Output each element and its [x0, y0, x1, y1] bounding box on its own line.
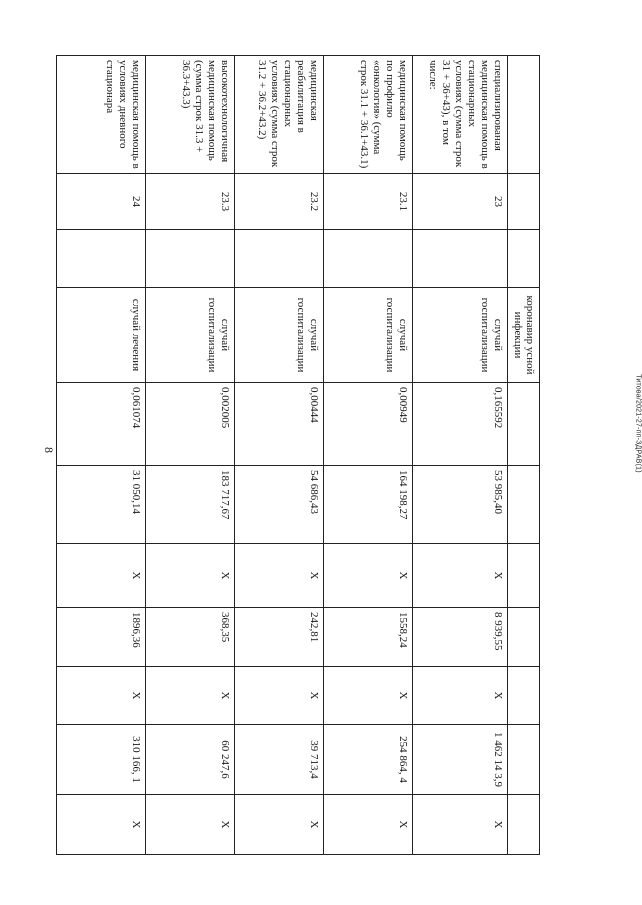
row-code: 23.3 [146, 174, 235, 230]
page-number: 8 [42, 447, 56, 453]
row-x-mark: Х [57, 544, 146, 608]
row-x-mark: Х [235, 544, 324, 608]
table-row [146, 56, 235, 855]
header-cell [508, 667, 540, 725]
row-total: 60 247,6 [146, 725, 235, 795]
row-per-capita: 242,81 [235, 608, 324, 667]
row-x-mark: Х [324, 544, 413, 608]
header-cell [508, 174, 540, 230]
row-x-mark: Х [413, 795, 508, 855]
row-name: высокотехнологичная медицинская помощь (сумма строк 31.3 + 36.3+43.3) [146, 56, 235, 174]
row-volume: 0,00444 [235, 383, 324, 466]
row-per-capita: 368,35 [146, 608, 235, 667]
header-cell [508, 725, 540, 795]
row-spacer [324, 230, 413, 288]
header-cell [508, 608, 540, 667]
header-cell [508, 56, 540, 174]
row-code: 24 [57, 174, 146, 230]
row-total: 1 462 14 3,9 [413, 725, 508, 795]
header-cell [508, 544, 540, 608]
row-spacer [146, 230, 235, 288]
row-x-mark: Х [146, 667, 235, 725]
row-volume: 0,00949 [324, 383, 413, 466]
row-x-mark: Х [413, 544, 508, 608]
row-volume: 0,002005 [146, 383, 235, 466]
medical-care-table [56, 55, 540, 855]
row-cost: 164 198,27 [324, 466, 413, 544]
row-code: 23.2 [235, 174, 324, 230]
row-per-capita: 1558,24 [324, 608, 413, 667]
header-cell [508, 795, 540, 855]
row-x-mark: Х [324, 795, 413, 855]
table-row [57, 56, 146, 855]
row-x-mark: Х [413, 667, 508, 725]
row-total: 39 713,4 [235, 725, 324, 795]
row-cost: 54 686,43 [235, 466, 324, 544]
row-total: 254 864, 4 [324, 725, 413, 795]
row-per-capita: 8 939,55 [413, 608, 508, 667]
row-unit: случай госпитализации [235, 288, 324, 383]
row-name: медицинская помощь в условиях дневного стационара [57, 56, 146, 174]
row-per-capita: 1896,36 [57, 608, 146, 667]
row-name: медицинская реабилитация в стационарных условиях (сумма строк 31.2 + 36.2+43.2) [235, 56, 324, 174]
row-unit: случай госпитализации [413, 288, 508, 383]
row-x-mark: Х [146, 795, 235, 855]
row-unit: случай госпитализации [146, 288, 235, 383]
row-unit: случай лечения [57, 288, 146, 383]
row-volume: 0,061074 [57, 383, 146, 466]
row-x-mark: Х [235, 795, 324, 855]
row-x-mark: Х [324, 667, 413, 725]
header-cell [508, 383, 540, 466]
header-cell [508, 230, 540, 288]
row-total: 310 166, 1 [57, 725, 146, 795]
row-unit: случай госпитализации [324, 288, 413, 383]
row-volume: 0,165592 [413, 383, 508, 466]
header-cell [508, 466, 540, 544]
row-cost: 183 717,67 [146, 466, 235, 544]
rotated-table-wrapper [87, 55, 540, 854]
row-spacer [413, 230, 508, 288]
header-cell-coronavirus: коронавир усной инфекции [508, 288, 540, 383]
document-id: Титова/2021-27-пп-ЗДРАВ(1) [634, 374, 642, 473]
row-x-mark: Х [57, 667, 146, 725]
table-row [324, 56, 413, 855]
row-x-mark: Х [146, 544, 235, 608]
row-code: 23 [413, 174, 508, 230]
row-cost: 31 050,14 [57, 466, 146, 544]
row-cost: 53 985,40 [413, 466, 508, 544]
row-x-mark: Х [57, 795, 146, 855]
row-code: 23.1 [324, 174, 413, 230]
row-spacer [57, 230, 146, 288]
row-name: медицинская помощь по профилю «онкология» (сумма строк 31.1 + 36.1+43.1) [324, 56, 413, 174]
row-spacer [235, 230, 324, 288]
row-name: специализированая медицинская помощь в стационарных условиях (сумма строк 31 + 36+43), в том числе: [413, 56, 508, 174]
header-row [508, 56, 540, 855]
table-row [235, 56, 324, 855]
row-x-mark: Х [235, 667, 324, 725]
table-row [413, 56, 508, 855]
